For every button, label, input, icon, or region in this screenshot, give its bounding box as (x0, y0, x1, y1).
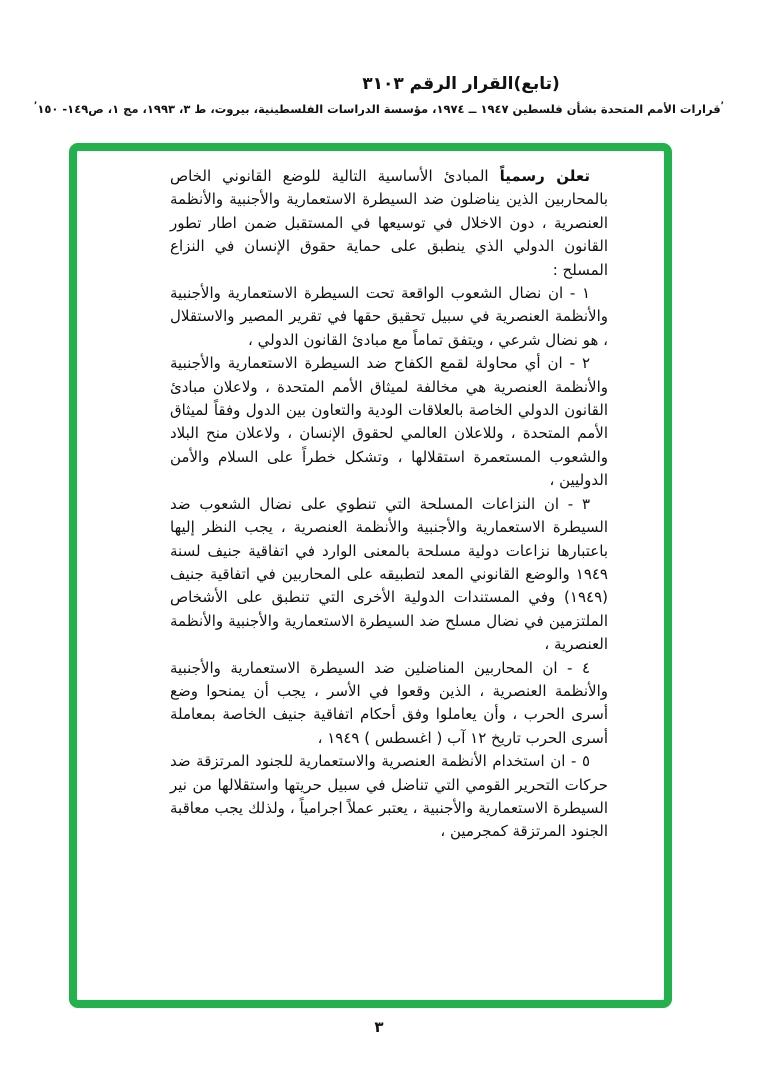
citation-open-mark: ’ (720, 101, 725, 112)
document-body (170, 165, 608, 844)
intro-paragraph (170, 165, 608, 282)
numbered-clause-5: ٥ - ان استخدام الأنظمة العنصرية والاستعمارية للجنود المرتزقة ضد حركات التحرير القومي التي تناضل في سبيل حريتها واستقلالها من نير السيطرة الاستعمارية والأجنبية ، يعتبر عملاً اجرامياً ، ولذلك يجب معاقبة الجنود المرتزقة كمجرمين ، (170, 752, 608, 841)
intro-rest: المبادئ الأساسية التالية للوضع القانوني الخاص بالمحاربين الذين يناضلون ضد السيطرة الاستعمارية والأجنبية والأنظمة العنصرية ، دون الاخلال في توسيعها في المستقبل ضمن اطار تطور القانون الدولي الذي ينطبق على حماية حقوق الإنسان في النزاع المسلح : (170, 167, 608, 279)
citation-line (0, 102, 758, 116)
intro-lead-bold: تعلن رسمياً (499, 167, 590, 185)
page-title: (تابع)القرار الرقم ٣١٠٣ (362, 74, 560, 94)
citation-text: قرارات الأمم المتحدة بشأن فلسطين ١٩٤٧ ــ ١٩٧٤، مؤسسة الدراسات الفلسطينية، بيروت، ط ٣، ١٩٩٣، مج ١، ص١٤٩- ١٥٠ (37, 102, 721, 116)
page-number: ٣ (374, 1018, 384, 1036)
numbered-clause-1: ١ - ان نضال الشعوب الواقعة تحت السيطرة الاستعمارية والأجنبية والأنظمة العنصرية في سبيل تحقيق حقها في تقرير المصير والاستقلال ، هو نضال شرعي ، ويتفق تماماً مع مبادئ القانون الدولي ، (170, 284, 608, 349)
citation-close-mark: ’ (33, 101, 38, 112)
numbered-clause-4: ٤ - ان المحاربين المناضلين ضد السيطرة الاستعمارية والأجنبية والأنظمة العنصرية ، الذين وقعوا في الأسر ، يجب أن يمنحوا وضع أسرى الحرب ، وأن يعاملوا وفق أحكام اتفاقية جنيف الخاصة بمعاملة أسرى الحرب تاريخ ١٢ آب ( اغسطس ) ١٩٤٩ ، (170, 658, 608, 747)
numbered-clause-2: ٢ - ان أي محاولة لقمع الكفاح ضد السيطرة الاستعمارية والأجنبية والأنظمة العنصرية هي مخالفة لميثاق الأمم المتحدة ، ولاعلان مبادئ القانون الدولي الخاصة بالعلاقات الودية والتعاون بين الدول وفقاً لميثاق الأمم المتحدة ، وللاعلان العالمي لحقوق الإنسان ، ولاعلان منح البلاد والشعوب المستعمرة استقلالها ، وتشكل خطراً على السلام والأمن الدوليين ، (170, 354, 608, 490)
numbered-clause-3: ٣ - ان النزاعات المسلحة التي تنطوي على نضال الشعوب ضد السيطرة الاستعمارية والأجنبية والأنظمة العنصرية ، يجب النظر إليها باعتبارها نزاعات دولية مسلحة بالمعنى الوارد في اتفاقية جنيف لسنة ١٩٤٩ والوضع القانوني المعد لتطبيقه على المحاربين في اتفاقية جنيف (١٩٤٩) وفي المستندات الدولية الأخرى التي تنطبق على الأشخاص الملتزمين في نضال مسلح ضد السيطرة الاستعمارية والأجنبية والأنظمة العنصرية ، (170, 494, 608, 654)
